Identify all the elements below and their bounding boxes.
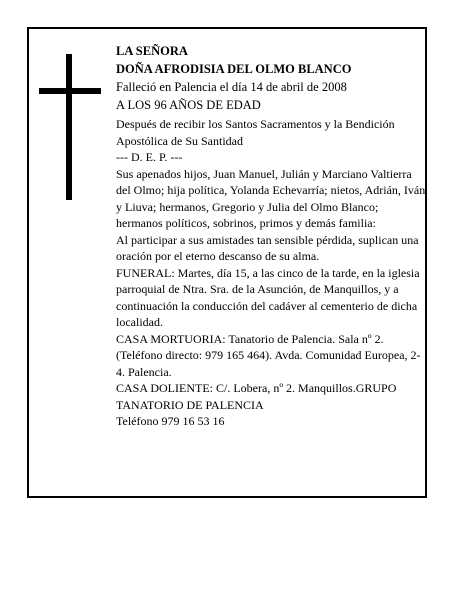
sacraments-paragraph: Después de recibir los Santos Sacramentos y la Bendición Apostólica de Su Santidad [116, 117, 395, 148]
obituary-notice [27, 27, 427, 498]
cross-horizontal-bar [39, 88, 101, 94]
cross-icon [39, 54, 101, 200]
request-paragraph: Al participar a sus amistades tan sensible pérdida, suplican una oración por el eterno descanso de su alma. [116, 232, 419, 263]
funeral-paragraph: FUNERAL: Martes, día 15, a las cinco de la tarde, en la iglesia parroquial de Ntra. Sra. de la Asunción, de Manquillos, y a continuación la conducción del cadáver al cementerio de dicha localidad. [116, 265, 420, 329]
cross-vertical-bar [66, 54, 72, 200]
mortuary-paragraph: CASA MORTUORIA: Tanatorio de Palencia. Sala nº 2. (Teléfono directo: 979 165 464). Avda. Comunidad Europea, 2-4. Palencia. [116, 331, 421, 379]
title-line: LA SEÑORA [116, 44, 188, 58]
death-date: Falleció en Palencia el día 14 de abril de 2008 [116, 80, 347, 94]
phone-line: Teléfono 979 16 53 16 [116, 414, 225, 428]
rip-line: --- D. E. P. --- [116, 150, 183, 164]
age-line: A LOS 96 AÑOS DE EDAD [116, 98, 261, 112]
home-paragraph: CASA DOLIENTE: C/. Lobera, nº 2. Manquillos.GRUPO TANATORIO DE PALENCIA [116, 381, 397, 412]
family-paragraph: Sus apenados hijos, Juan Manuel, Julián y Marciano Valtierra del Olmo; hija política, Yolanda Echevarría; nietos, Adrián, Iván y Liuva; hermanos, Gregorio y Julia del Olmo Blanco; hermanos políticos, sobrinos, primos y demás familia: [116, 166, 426, 230]
deceased-name: DOÑA AFRODISIA DEL OLMO BLANCO [116, 62, 352, 76]
obituary-text [116, 42, 426, 430]
